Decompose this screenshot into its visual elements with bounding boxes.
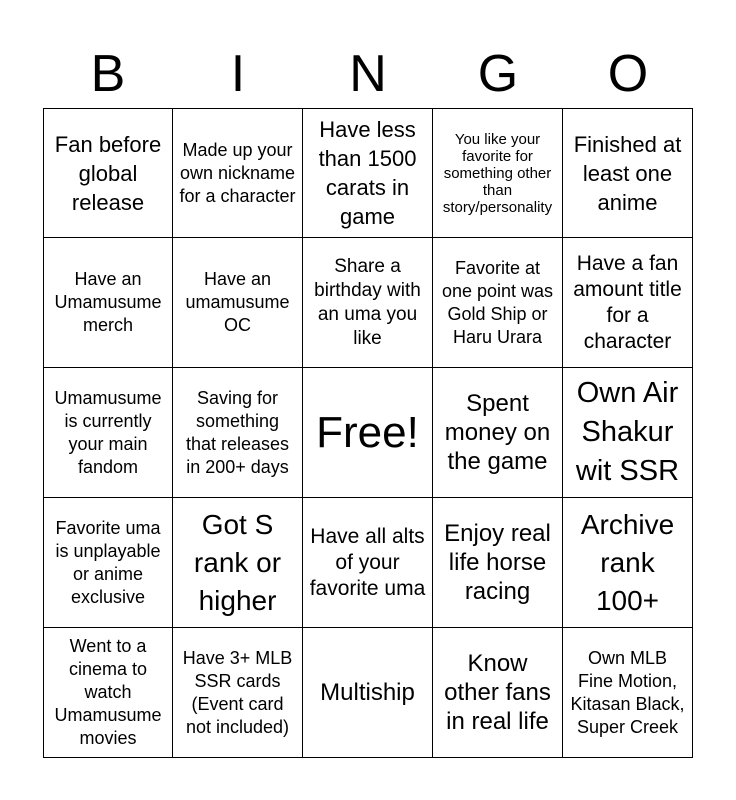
bingo-cell[interactable] — [173, 368, 303, 498]
bingo-cell[interactable] — [43, 108, 173, 238]
cell-text: Made up your own nickname for a character — [179, 139, 296, 206]
header-letter-g: G — [477, 45, 519, 103]
bingo-cell[interactable] — [173, 628, 303, 758]
bingo-cell[interactable] — [303, 238, 433, 368]
cell-text: Own MLB Fine Motion, Kitasan Black, Super Creek — [570, 647, 685, 737]
header-letter-o: O — [607, 45, 649, 103]
header-letter-i: I — [230, 45, 246, 103]
cell-text: Went to a cinema to watch Umamusume movies — [54, 636, 162, 748]
cell-text: Have a fan amount title for a character — [573, 251, 682, 353]
bingo-cell[interactable] — [563, 238, 693, 368]
bingo-cell[interactable] — [43, 628, 173, 758]
cell-text: Finished at least one anime — [573, 131, 682, 215]
bingo-cell[interactable] — [433, 108, 563, 238]
bingo-cell[interactable] — [303, 498, 433, 628]
cell-text: Archive rank 100+ — [580, 508, 675, 616]
cell-text: Have an Umamusume merch — [54, 269, 162, 335]
bingo-board — [43, 108, 693, 758]
cell-text: Have 3+ MLB SSR cards (Event card not included) — [182, 647, 293, 737]
header-letter-n: N — [349, 45, 387, 103]
bingo-cell[interactable] — [563, 628, 693, 758]
bingo-cell[interactable] — [303, 108, 433, 238]
cell-text: Multiship — [320, 679, 415, 706]
bingo-cell[interactable] — [43, 368, 173, 498]
bingo-cell[interactable] — [433, 498, 563, 628]
cell-text: Have an umamusume OC — [185, 269, 290, 335]
cell-text: Spent money on the game — [444, 390, 551, 475]
bingo-cell[interactable] — [173, 238, 303, 368]
header-letter-b: B — [90, 45, 126, 103]
cell-text: Know other fans in real life — [444, 650, 551, 735]
bingo-cell[interactable] — [433, 628, 563, 758]
cell-text: Share a birthday with an uma you like — [314, 255, 421, 349]
bingo-cell[interactable] — [43, 498, 173, 628]
cell-text: Favorite uma is unplayable or anime exclusive — [55, 517, 161, 607]
cell-text: Fan before global release — [54, 131, 162, 215]
bingo-cell[interactable] — [563, 368, 693, 498]
cell-text: Got S rank or higher — [193, 508, 282, 616]
cell-text: Have less than 1500 carats in game — [318, 117, 417, 229]
bingo-cell[interactable] — [433, 238, 563, 368]
bingo-cell[interactable] — [563, 108, 693, 238]
cell-text: You like your favorite for something other than story/personality — [442, 130, 553, 216]
bingo-cell[interactable] — [43, 238, 173, 368]
free-space-cell[interactable] — [303, 368, 433, 498]
cell-text: Have all alts of your favorite uma — [309, 524, 426, 600]
cell-text: Umamusume is currently your main fandom — [54, 387, 162, 477]
bingo-header — [43, 40, 693, 108]
cell-text: Favorite at one point was Gold Ship or Haru Urara — [441, 257, 554, 347]
cell-text: Saving for something that releases in 200+ days — [185, 387, 290, 477]
cell-text: Enjoy real life horse racing — [444, 520, 551, 605]
bingo-cell[interactable] — [303, 628, 433, 758]
cell-text: Own Air Shakur wit SSR — [575, 377, 680, 487]
bingo-cell[interactable] — [433, 368, 563, 498]
bingo-cell[interactable] — [563, 498, 693, 628]
bingo-cell[interactable] — [173, 498, 303, 628]
bingo-cell[interactable] — [173, 108, 303, 238]
free-space-text: Free! — [316, 407, 419, 457]
